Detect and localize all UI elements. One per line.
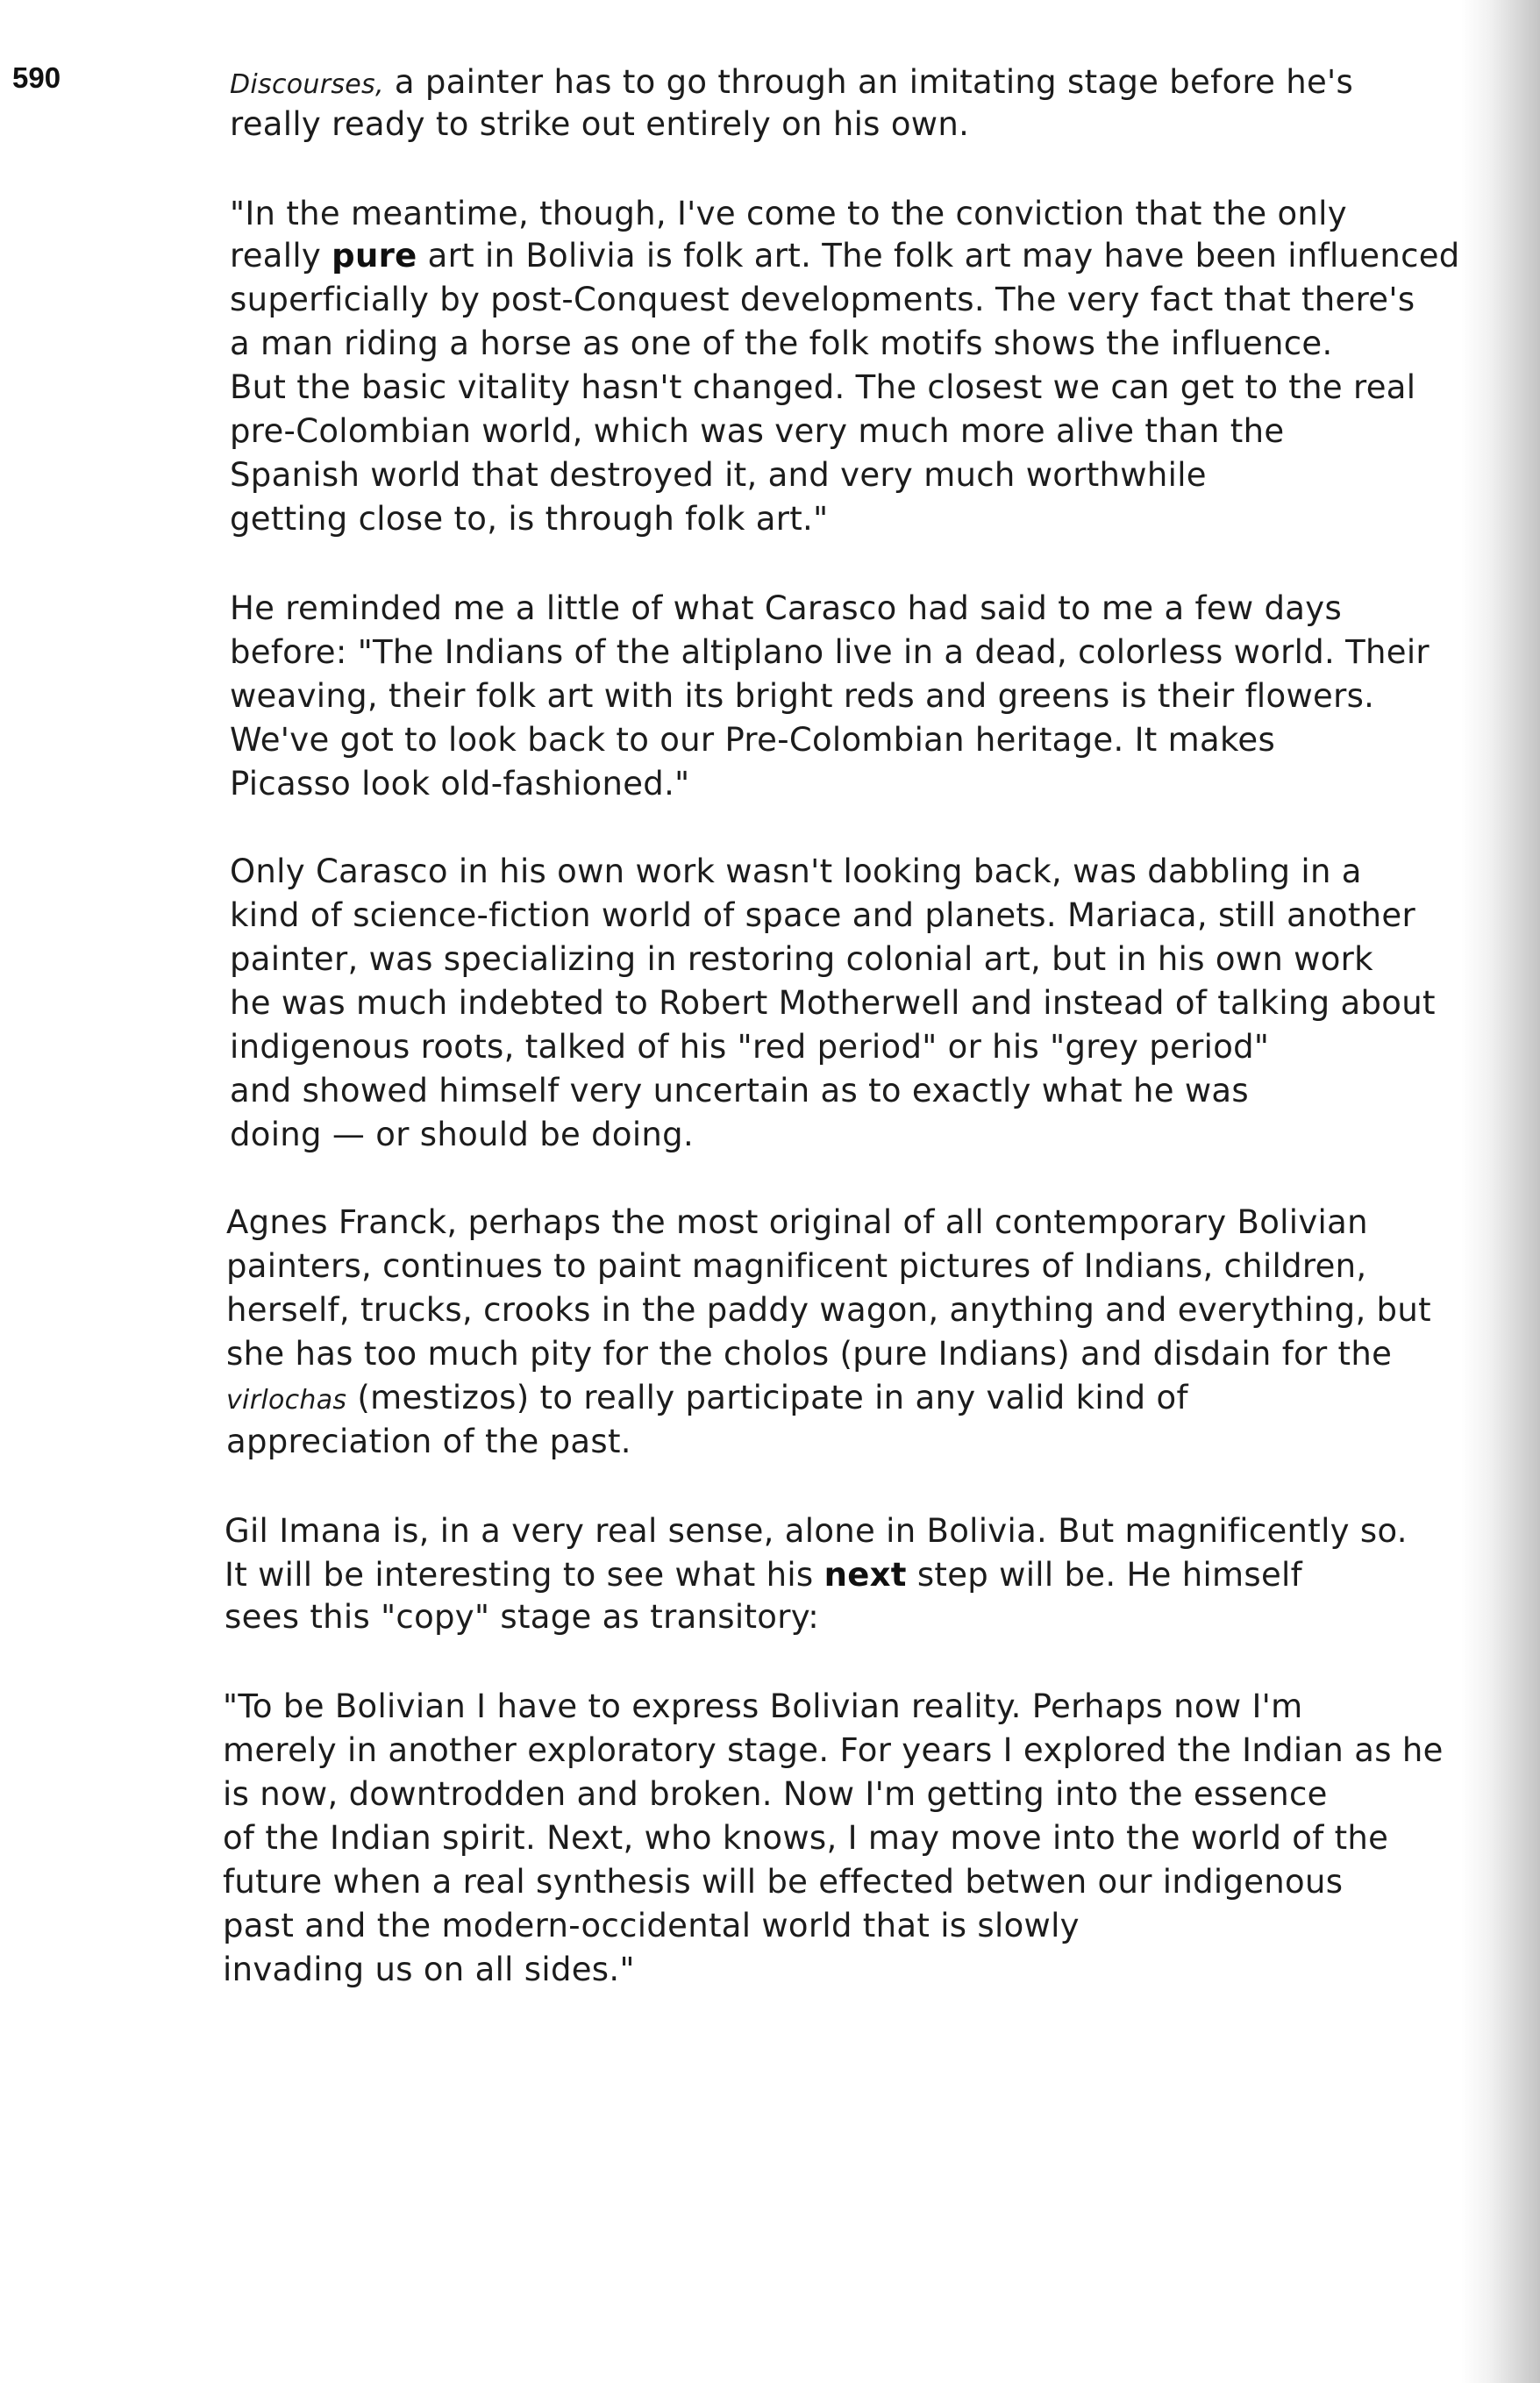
text-line: past and the modern-occidental world that is slowly <box>223 1907 1080 1944</box>
page-number: 590 <box>12 61 61 94</box>
text-line: pre-Colombian world, which was very much more alive than the <box>230 412 1285 450</box>
text-line: really pure art in Bolivia is folk art. The folk art may have been influenced <box>230 237 1460 275</box>
text-line: she has too much pity for the cholos (pure Indians) and disdain for the <box>226 1335 1393 1373</box>
italic-title: Discourses, <box>230 69 384 100</box>
text-line: Picasso look old-fashioned." <box>230 765 690 803</box>
text-line: kind of science-fiction world of space and planets. Mariaca, still another <box>230 896 1415 934</box>
text-line: indigenous roots, talked of his "red period" or his "grey period" <box>230 1028 1270 1066</box>
emphasis-word: pure <box>332 237 417 275</box>
text-line: superficially by post-Conquest developments. The very fact that there's <box>230 281 1415 318</box>
text-line: We've got to look back to our Pre-Colombian heritage. It makes <box>230 721 1276 759</box>
text-line: Only Carasco in his own work wasn't looking back, was dabbling in a <box>230 853 1362 890</box>
text-line: Discourses, a painter has to go through an imitating stage before he's <box>230 63 1354 101</box>
text-line: getting close to, is through folk art." <box>230 500 829 538</box>
text-line: a man riding a horse as one of the folk motifs shows the influence. <box>230 325 1333 362</box>
text-line: merely in another exploratory stage. For years I explored the Indian as he <box>223 1731 1444 1769</box>
text-line: future when a real synthesis will be effected betwen our indigenous <box>223 1863 1344 1901</box>
italic-term: virlochas <box>226 1385 347 1416</box>
text-line: "In the meantime, though, I've come to the conviction that the only <box>230 195 1347 232</box>
text-line: and showed himself very uncertain as to exactly what he was <box>230 1072 1249 1109</box>
text-line: Spanish world that destroyed it, and very much worthwhile <box>230 456 1207 494</box>
text-line: "To be Bolivian I have to express Bolivian reality. Perhaps now I'm <box>223 1687 1303 1725</box>
text-line: appreciation of the past. <box>226 1423 631 1460</box>
text-line: It will be interesting to see what his next step will be. He himself <box>225 1556 1302 1594</box>
text-line: Agnes Franck, perhaps the most original of all contemporary Bolivian <box>226 1203 1368 1241</box>
text-line: he was much indebted to Robert Motherwell and instead of talking about <box>230 984 1436 1022</box>
text-line: painter, was specializing in restoring colonial art, but in his own work <box>230 940 1373 978</box>
text-line: is now, downtrodden and broken. Now I'm getting into the essence <box>223 1775 1328 1813</box>
text-line: sees this "copy" stage as transitory: <box>225 1598 819 1636</box>
text-line: of the Indian spirit. Next, who knows, I may move into the world of the <box>223 1819 1389 1857</box>
text-line: Gil Imana is, in a very real sense, alone in Bolivia. But magnificently so. <box>225 1512 1408 1550</box>
text-line: really ready to strike out entirely on his own. <box>230 105 970 143</box>
emphasis-word: next <box>823 1556 907 1594</box>
text-line: painters, continues to paint magnificent pictures of Indians, children, <box>226 1247 1367 1285</box>
text-line: He reminded me a little of what Carasco had said to me a few days <box>230 589 1343 627</box>
text-line: But the basic vitality hasn't changed. The closest we can get to the real <box>230 368 1416 406</box>
text-line: weaving, their folk art with its bright reds and greens is their flowers. <box>230 677 1375 715</box>
text-line: herself, trucks, crooks in the paddy wagon, anything and everything, but <box>226 1291 1431 1329</box>
text-line: before: "The Indians of the altiplano live in a dead, colorless world. Their <box>230 633 1429 671</box>
text-line: doing — or should be doing. <box>230 1116 695 1153</box>
text-line: virlochas (mestizos) to really participate in any valid kind of <box>226 1379 1188 1416</box>
text-line: invading us on all sides." <box>223 1951 635 1988</box>
